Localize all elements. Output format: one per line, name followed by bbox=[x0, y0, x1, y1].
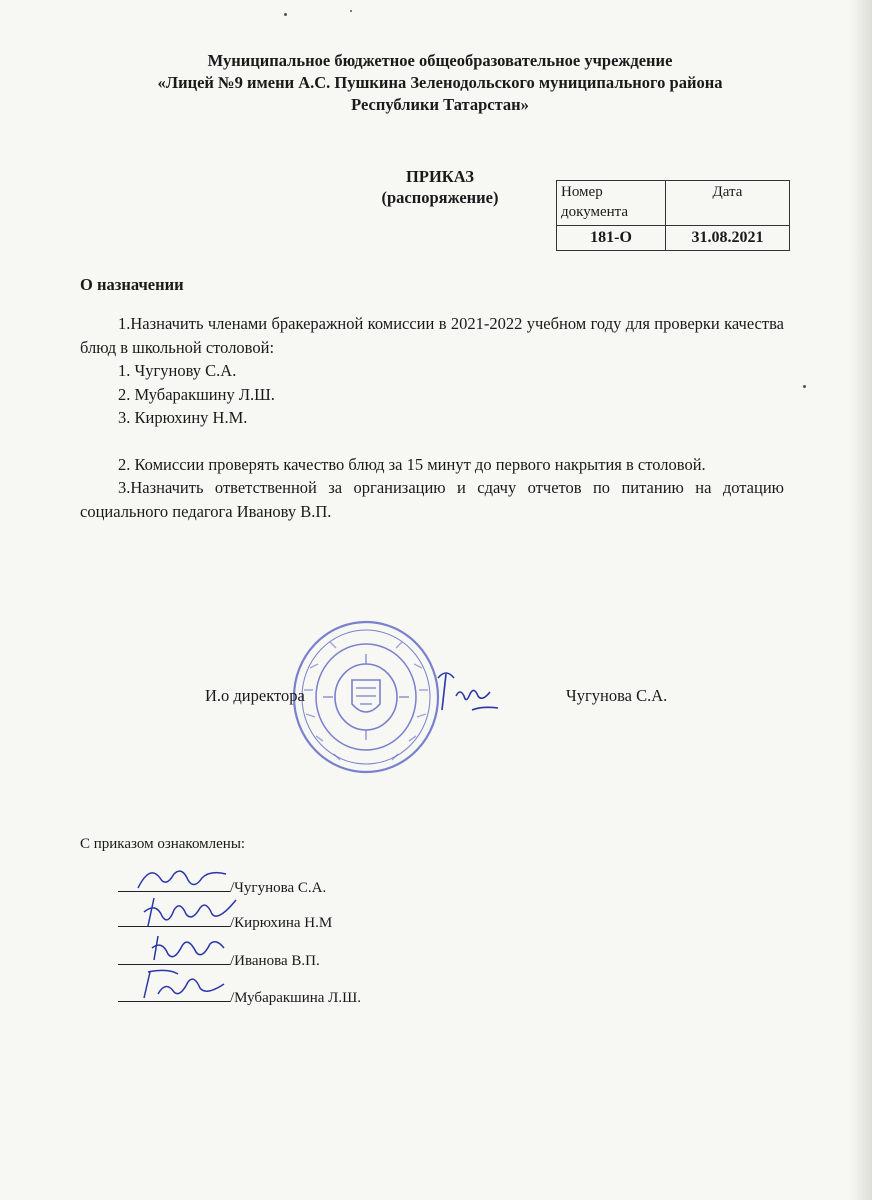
member-item: 3. Кирюхину Н.М. bbox=[118, 408, 248, 427]
document-info-table bbox=[556, 180, 790, 251]
order-item-2: 2. Комиссии проверять качество блюд за 15 минут до первого накрытия в столовой. bbox=[118, 454, 706, 474]
signatory-title: И.о директора bbox=[205, 686, 305, 705]
acknowledgement-name: /Чугунова С.А. bbox=[230, 880, 327, 896]
acknowledgement-name: /Мубаракшина Л.Ш. bbox=[230, 990, 361, 1006]
acknowledgement-name: /Кирюхина Н.М bbox=[230, 915, 333, 931]
scan-speck bbox=[803, 385, 806, 388]
scan-speck bbox=[284, 13, 287, 16]
order-item-3: 3.Назначить ответственной за организацию и сдачу отчетов по питанию на дотацию социального педагога Иванову В.П. bbox=[80, 478, 784, 521]
document-number-value: 181-О bbox=[557, 226, 666, 251]
signatory-name: Чугунова С.А. bbox=[566, 686, 668, 705]
order-subtitle: (распоряжение) bbox=[381, 188, 499, 207]
acknowledgement-heading: С приказом ознакомлены: bbox=[80, 836, 246, 852]
header-line-1: Муниципальное бюджетное общеобразовательное учреждение bbox=[207, 51, 673, 70]
order-title: ПРИКАЗ bbox=[406, 167, 474, 186]
order-title-block bbox=[340, 166, 540, 208]
header-line-3: Республики Татарстан» bbox=[351, 95, 529, 114]
director-signature bbox=[432, 666, 502, 718]
header-line-2: «Лицей №9 имени А.С. Пушкина Зеленодольского муниципального района bbox=[157, 73, 723, 92]
signature-kiryukhina bbox=[140, 892, 240, 930]
document-number-label: Номер документа bbox=[557, 181, 666, 226]
document-date-label: Дата bbox=[666, 181, 790, 226]
official-stamp bbox=[290, 618, 442, 776]
page-edge-shadow bbox=[850, 0, 872, 1200]
scan-speck bbox=[350, 10, 352, 12]
document-date-value: 31.08.2021 bbox=[666, 226, 790, 251]
order-body bbox=[80, 312, 784, 523]
member-item: 2. Мубаракшину Л.Ш. bbox=[118, 384, 275, 404]
acknowledgement-name: /Иванова В.П. bbox=[230, 953, 320, 969]
signature-mubarakshina bbox=[138, 964, 228, 1002]
signature-ivanova bbox=[148, 930, 228, 966]
organization-header bbox=[60, 50, 820, 116]
order-subject: О назначении bbox=[80, 275, 184, 294]
signature-chugunova bbox=[130, 860, 230, 894]
order-item-1: 1.Назначить членами бракеражной комиссии в 2021-2022 учебном году для проверки качества блюд в школьной столовой: bbox=[80, 314, 784, 357]
member-item: 1. Чугунову С.А. bbox=[118, 361, 237, 380]
